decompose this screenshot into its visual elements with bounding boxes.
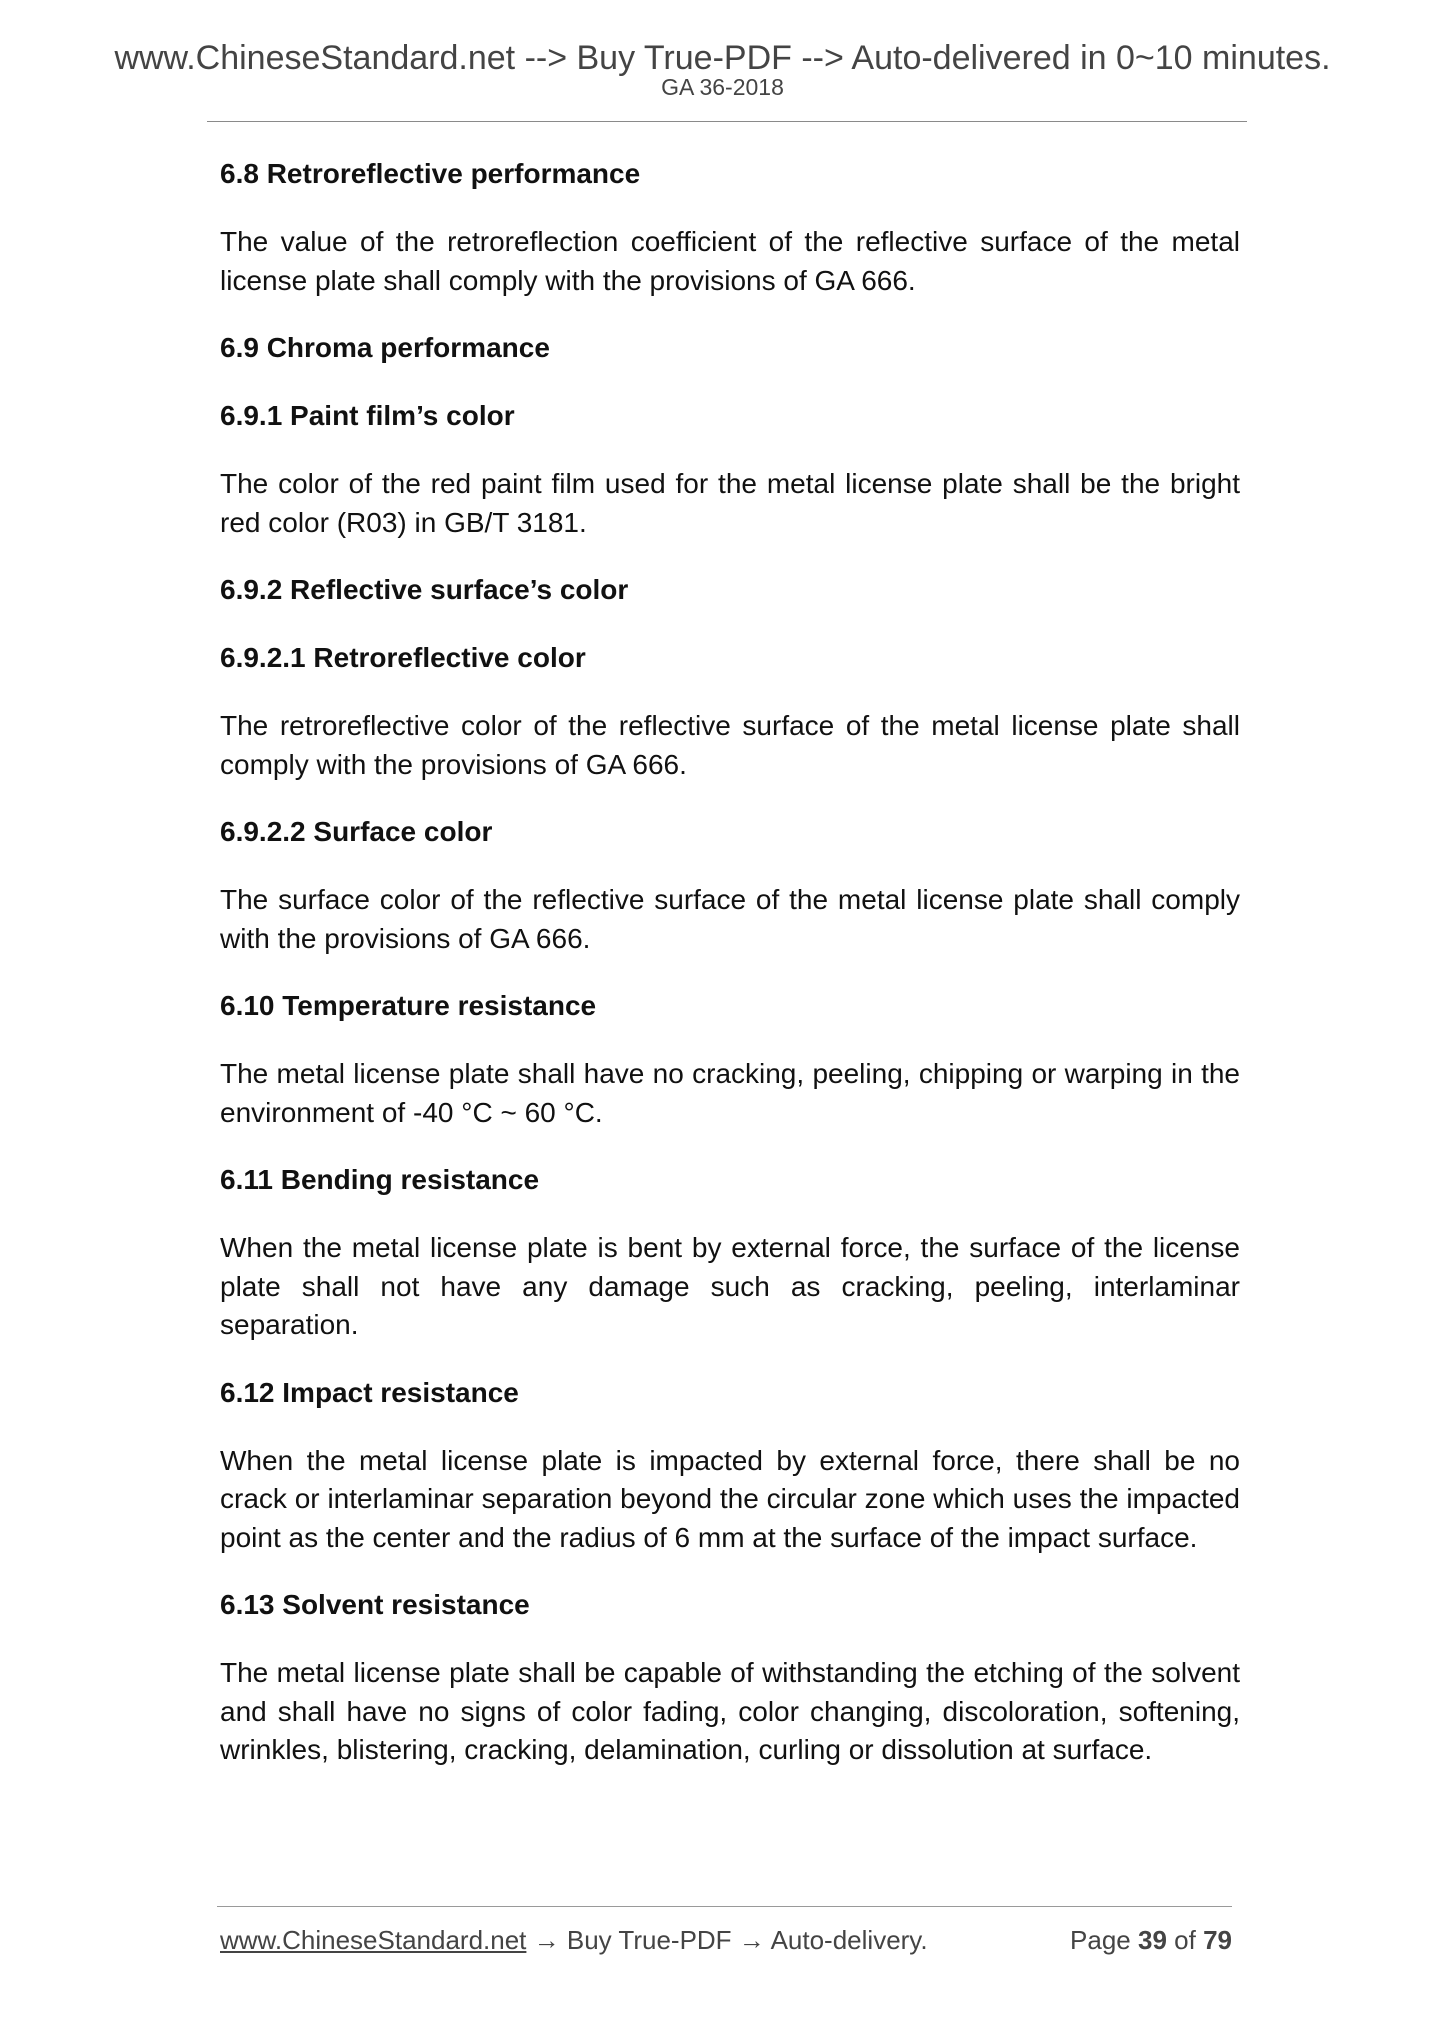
document-body: [220, 155, 1240, 1799]
section-text-6-11: When the metal license plate is bent by external force, the surface of the license plate shall not have any damage such as cracking, peeling, interlaminar separation.: [220, 1232, 1240, 1340]
footer-delivery-text: → Buy True-PDF → Auto-delivery.: [526, 1925, 928, 1955]
site-link[interactable]: www.ChineseStandard.net: [220, 1925, 527, 1955]
document-code: GA 36-2018: [661, 74, 784, 100]
footer-source: [220, 1923, 928, 1957]
section-text-6-9-2-1: The retroreflective color of the reflective surface of the metal license plate shall comply with the provisions of GA 666.: [220, 710, 1240, 780]
section-text-6-8: The value of the retroreflection coefficient of the reflective surface of the metal license plate shall comply with the provisions of GA 666.: [220, 226, 1240, 296]
section-heading-6-13: 6.13 Solvent resistance: [220, 1589, 530, 1620]
section-text-6-9-1: The color of the red paint film used for the metal license plate shall be the bright red color (R03) in GB/T 3181.: [220, 468, 1240, 538]
page-indicator: [1070, 1923, 1232, 1957]
site-banner: www.ChineseStandard.net --> Buy True-PDF --> Auto-delivered in 0~10 minutes.: [114, 39, 1331, 77]
section-text-6-9-2-2: The surface color of the reflective surface of the metal license plate shall comply with the provisions of GA 666.: [220, 884, 1240, 954]
section-heading-6-11: 6.11 Bending resistance: [220, 1164, 540, 1195]
page-label: Page: [1070, 1925, 1131, 1955]
header-divider: [207, 121, 1247, 122]
of-label: of: [1174, 1925, 1196, 1955]
total-pages-number: 79: [1203, 1925, 1232, 1955]
section-heading-6-9-2-2: 6.9.2.2 Surface color: [220, 816, 493, 847]
section-text-6-10: The metal license plate shall have no cracking, peeling, chipping or warping in the environment of -40 °C ~ 60 °C.: [220, 1058, 1240, 1128]
section-heading-6-9-2-1: 6.9.2.1 Retroreflective color: [220, 642, 586, 673]
section-heading-6-12: 6.12 Impact resistance: [220, 1376, 519, 1408]
section-text-6-12: When the metal license plate is impacted by external force, there shall be no crack or interlaminar separation beyond the circular zone which uses the impacted point as the center and the radius of 6 mm at the surface of the impact surface.: [220, 1444, 1240, 1553]
footer-divider: [217, 1906, 1232, 1907]
current-page-number: 39: [1138, 1925, 1167, 1955]
section-heading-6-9-1: 6.9.1 Paint film’s color: [220, 400, 515, 431]
section-heading-6-8: 6.8 Retroreflective performance: [220, 158, 641, 189]
section-text-6-13: The metal license plate shall be capable of withstanding the etching of the solvent and shall have no signs of color fading, color changing, discoloration, softening, wrinkles, blistering, cracking, delamination, curling or dissolution at surface.: [220, 1657, 1240, 1765]
section-heading-6-10: 6.10 Temperature resistance: [220, 990, 597, 1021]
section-heading-6-9: 6.9 Chroma performance: [220, 332, 550, 363]
section-heading-6-9-2: 6.9.2 Reflective surface’s color: [220, 574, 629, 605]
